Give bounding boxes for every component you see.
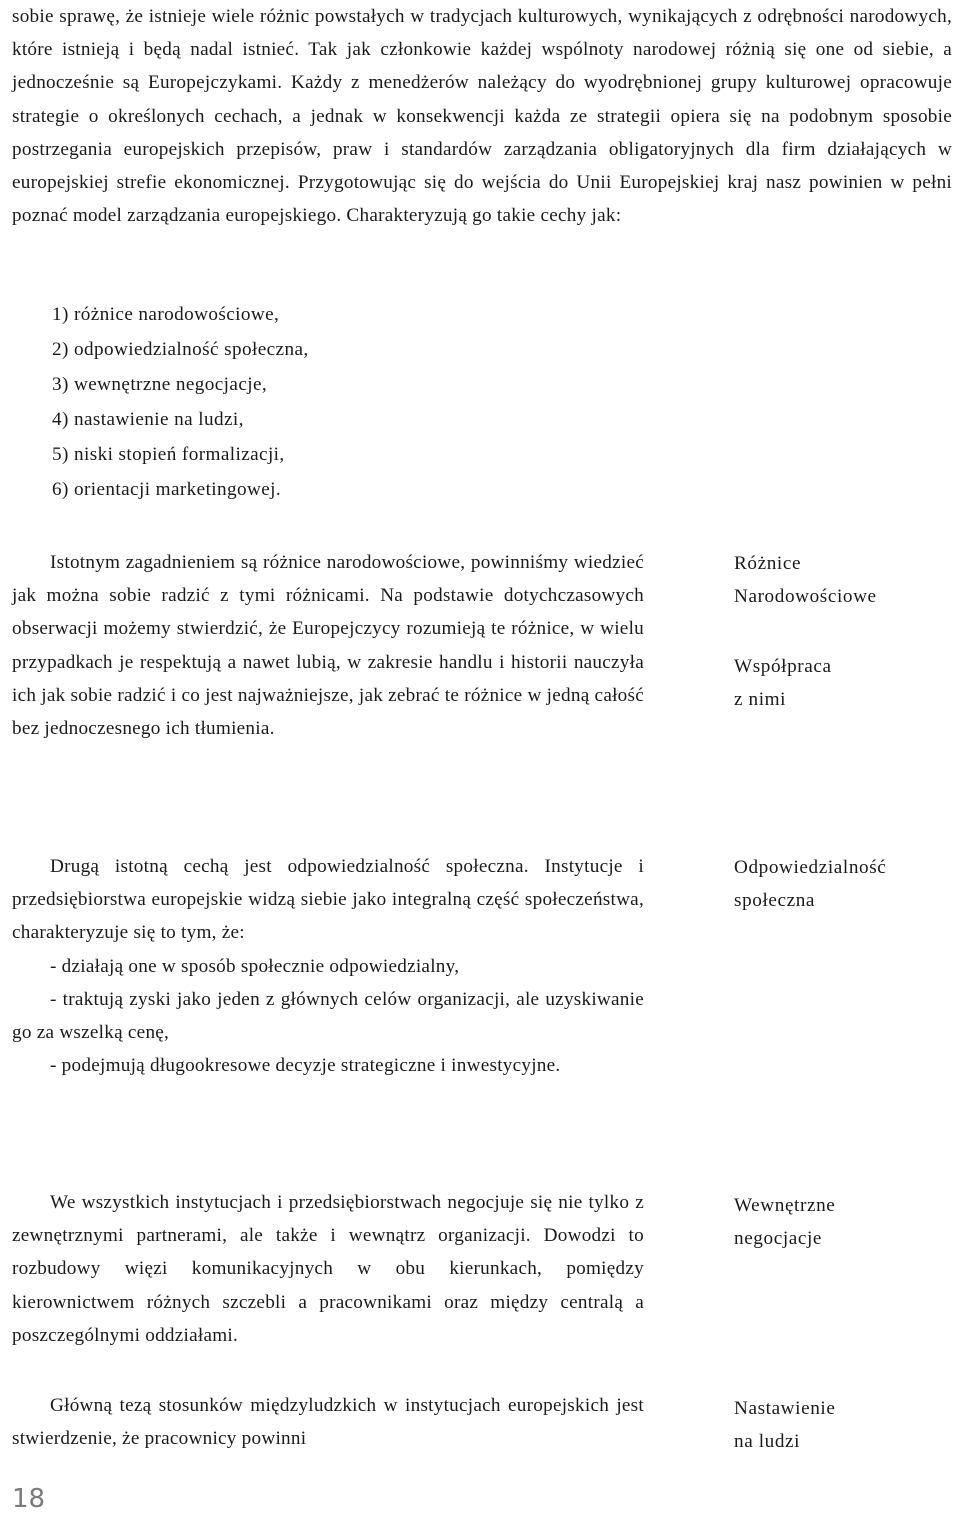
margin-note-line: na ludzi bbox=[734, 1431, 801, 1453]
margin-note-people bbox=[734, 1392, 954, 1459]
list-item: 5) niski stopień formalizacji, bbox=[52, 444, 285, 465]
list-item: 2) odpowiedzialność społeczna, bbox=[52, 339, 309, 360]
intro-text bbox=[12, 0, 952, 232]
margin-note-line: społeczna bbox=[734, 890, 816, 912]
margin-note-line: Nastawienie bbox=[734, 1398, 836, 1419]
intro-paragraph: sobie sprawę, że istnieje wiele różnic powstałych w tradycjach kulturowych, wynikających z odrębności narodowych, które istnieją i będą nadal istnieć. Tak jak członkowie każdej wspólnoty narodowej różnią się one od siebie, a jednocześnie są Europejczykami. Każdy z menedżerów należący do wyodrębnionej grupy kulturowej opracowuje strategie o określonych cechach, a jednak w konsekwencji każda ze strategii opiera się na podobnym sposobie postrzegania europejskich przepisów, praw i standardów zarządzania obligatoryjnych dla firm działających w europejskiej strefie ekonomicznej. Przygotowując się do wejścia do Unii Europejskiej kraj nasz powinien w pełni poznać model zarządzania europejskiego. Charakteryzują go takie cechy jak: bbox=[12, 6, 952, 227]
list-item: 1) różnice narodowościowe, bbox=[52, 304, 280, 325]
section-differences bbox=[12, 546, 644, 745]
responsibility-bullet: - działają one w sposób społecznie odpowiedzialny, bbox=[50, 955, 460, 977]
section-responsibility bbox=[12, 850, 644, 1082]
margin-note-cooperation bbox=[734, 650, 954, 717]
people-paragraph: Główną tezą stosunków międzyludzkich w instytucjach europejskich jest stwierdzenie, że pracownicy powinni bbox=[12, 1395, 644, 1450]
margin-note-line: Współpraca bbox=[734, 656, 832, 677]
margin-note-line: negocjacje bbox=[734, 1228, 823, 1250]
margin-note-line: z nimi bbox=[734, 689, 787, 711]
page-number: 18 bbox=[12, 1484, 46, 1514]
margin-note-line: Różnice bbox=[734, 553, 802, 574]
section-people bbox=[12, 1389, 644, 1455]
differences-paragraph: Istotnym zagadnieniem są różnice narodowościowe, powinniśmy wiedzieć jak można sobie radzić z tymi różnicami. Na podstawie dotychczasowych obserwacji możemy stwierdzić, że Europejczycy rozumieją te różnice, w wielu przypadkach je respektują a nawet lubią, w zakresie handlu i historii nauczyła ich jak sobie radzić i co jest najważniejsze, jak zebrać te różnice w jedną całość bez jednoczesnego ich tłumienia. bbox=[12, 552, 644, 740]
margin-note-responsibility bbox=[734, 851, 954, 918]
responsibility-bullet: - traktują zyski jako jeden z głównych celów organizacji, ale uzyskiwanie go za wszelką cenę, bbox=[12, 988, 644, 1044]
section-negotiations bbox=[12, 1186, 644, 1352]
feature-list bbox=[52, 297, 309, 507]
margin-note-line: Narodowościowe bbox=[734, 586, 877, 608]
margin-note-negotiations bbox=[734, 1189, 954, 1256]
list-item: 3) wewnętrzne negocjacje, bbox=[52, 374, 268, 395]
responsibility-bullet: - podejmują długookresowe decyzje strategiczne i inwestycyjne. bbox=[50, 1055, 561, 1077]
list-item: 4) nastawienie na ludzi, bbox=[52, 409, 244, 430]
margin-note-differences bbox=[734, 547, 954, 614]
negotiations-paragraph: We wszystkich instytucjach i przedsiębiorstwach negocjuje się nie tylko z zewnętrznymi partnerami, ale także i wewnątrz organizacji. Dowodzi to rozbudowy więzi komunikacyjnych w obu kierunkach, pomiędzy kierownictwem różnych szczebli a pracownikami oraz między centralą a poszczególnymi oddziałami. bbox=[12, 1192, 644, 1346]
margin-note-line: Wewnętrzne bbox=[734, 1195, 836, 1216]
responsibility-lead: Drugą istotną cechą jest odpowiedzialność społeczna. Instytucje i przedsiębiorstwa europejskie widzą siebie jako integralną część społeczeństwa, charakteryzuje się to tym, że: bbox=[12, 856, 644, 944]
margin-note-line: Odpowiedzialność bbox=[734, 857, 887, 878]
list-item: 6) orientacji marketingowej. bbox=[52, 479, 282, 500]
